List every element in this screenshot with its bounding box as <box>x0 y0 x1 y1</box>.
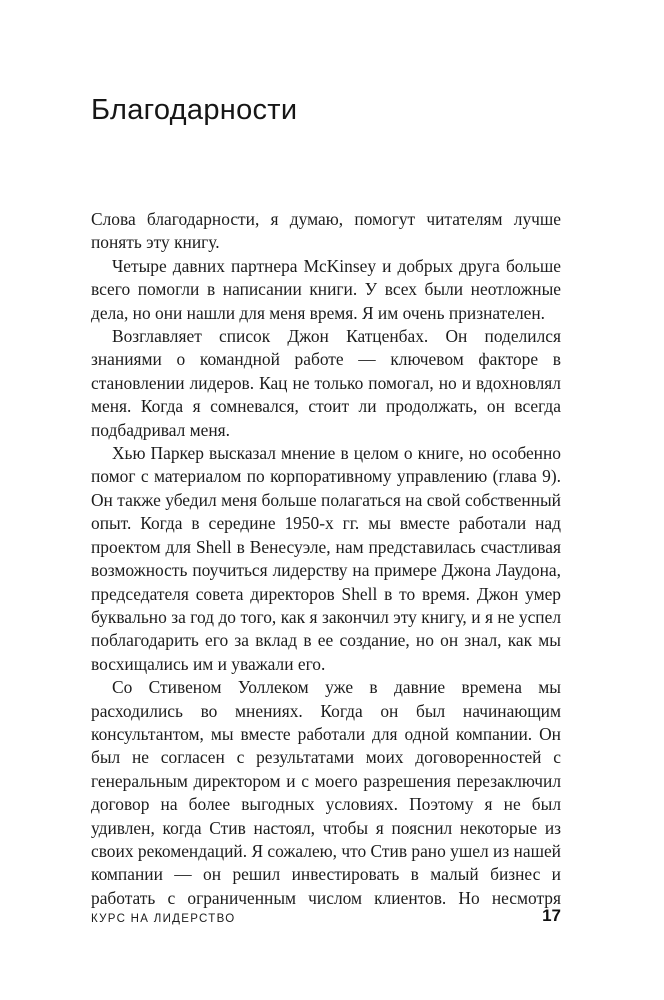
body-text <box>91 208 561 910</box>
running-title: КУРС НА ЛИДЕРСТВО <box>91 913 236 925</box>
paragraph: Возглавляет список Джон Катценбах. Он поделился знаниями о командной работе — ключевом факторе в становлении лидеров. Кац не только помогал, но и вдохновлял меня. Когда я сомневался, стоит ли продолжать, он всегда подбадривал меня. <box>91 326 561 440</box>
paragraph: Хью Паркер высказал мнение в целом о книге, но особенно помог с материалом по корпоративному управлению (глава 9). Он также убедил меня больше полагаться на свой собственный опыт. Когда в середине 1950-х гг. мы вместе работали над проектом для Shell в Венесуэле, нам представилась счастливая возможность поучиться лидерству на примере Джона Лаудона, председателя совета директоров Shell в то время. Джон умер буквально за год до того, как я закончил эту книгу, и я не успел поблагодарить его за вклад в ее создание, но он знал, как мы восхищались им и уважали его. <box>91 443 561 674</box>
paragraph: Со Стивеном Уоллеком уже в давние времена мы расходились во мнениях. Когда он был начинающим консультантом, мы вместе работали для одной компании. Он был не согласен с результатами моих договоренностей с генеральным директором и с моего разрешения перезаключил договор на более выгодных условиях. Поэтому я не был удивлен, когда Стив настоял, чтобы я пояснил некоторые из своих рекомендаций. Я сожалею, что Стив рано ушел из нашей компании — он решил инвестировать в малый бизнес и работать с ограниченным числом клиентов. Но несмотря <box>91 677 561 908</box>
paragraph: Слова благодарности, я думаю, помогут читателям лучше понять эту книгу. <box>91 209 561 253</box>
paragraph: Четыре давних партнера McKinsey и добрых друга больше всего помогли в написании книги. У всех были неотложные дела, но они нашли для меня время. Я им очень признателен. <box>91 255 561 323</box>
page-number: 17 <box>542 906 561 925</box>
chapter-title: Благодарности <box>91 94 298 126</box>
